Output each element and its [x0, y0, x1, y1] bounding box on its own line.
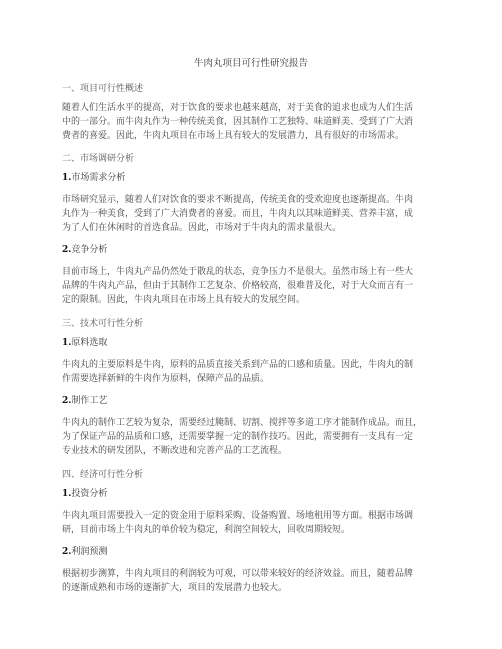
subheading-investment — [62, 488, 442, 500]
subheading-number: 1. — [62, 338, 72, 348]
text-line: 市场研究显示，随着人们对饮食的要求不断提高，传统美食的受欢迎度也逐渐提高。牛肉 — [62, 195, 414, 205]
subheading-process — [62, 395, 442, 407]
subheading-text: 投资分析 — [71, 489, 108, 499]
paragraph-process — [62, 416, 442, 458]
text-line: 研，目前市场上牛肉丸的单价较为稳定，利润空间较大，回收周期较短。 — [62, 525, 351, 535]
subheading-number: 1. — [62, 489, 72, 499]
subheading-text: 市场需求分析 — [71, 173, 126, 183]
subheading-text: 制作工艺 — [71, 396, 108, 406]
subheading-text: 竞争分析 — [71, 245, 108, 255]
section-heading-technical: 三、技术可行性分析 — [62, 319, 144, 329]
section-heading-market: 二、市场调研分析 — [62, 154, 135, 164]
text-line: 中的一部分。而牛肉丸作为一种传统美食，因其制作工艺独特、味道鲜美、受到了广大消 — [62, 117, 414, 127]
document-title: 牛肉丸项目可行性研究报告 — [193, 58, 308, 69]
paragraph-demand — [62, 193, 442, 235]
subheading-number: 2. — [62, 547, 72, 557]
paragraph-overview — [62, 101, 442, 143]
subheading-number: 1. — [62, 173, 72, 183]
text-line: 专业技术的研发团队，不断改进和完善产品的工艺流程。 — [62, 446, 288, 456]
section-heading-overview: 一、项目可行性概述 — [62, 84, 144, 94]
section-heading-economic: 四、经济可行性分析 — [62, 470, 144, 480]
subheading-number: 2. — [62, 396, 72, 406]
text-line: 的逐渐成熟和市场的逐渐扩大，项目的发展潜力也较大。 — [62, 583, 288, 593]
subheading-number: 2. — [62, 245, 72, 255]
text-line: 品牌的牛肉丸产品，但由于其制作工艺复杂、价格较高，很难普及化，对于大众而言有一 — [62, 281, 414, 291]
paragraph-profit — [62, 567, 442, 595]
paragraph-competition — [62, 265, 442, 307]
paragraph-materials — [62, 358, 442, 386]
text-line: 目前市场上，牛肉丸产品仍然处于散乱的状态，竞争压力不是很大。虽然市场上有一些大 — [62, 267, 414, 277]
subheading-text: 原料选取 — [71, 338, 108, 348]
text-line: 作需要选择新鲜的牛肉作为原料，保障产品的品质。 — [62, 374, 270, 384]
text-line: 牛肉丸的制作工艺较为复杂，需要经过腌制、切割、搅拌等多道工序才能制作成品。而且， — [62, 418, 423, 428]
text-line: 为了人们在休闲时的首选食品。因此，市场对于牛肉丸的需求量很大。 — [62, 223, 342, 233]
subheading-text: 利润预测 — [71, 547, 108, 557]
text-line: 随着人们生活水平的提高，对于饮食的要求也越来越高，对于美食的追求也成为人们生活 — [62, 103, 414, 113]
text-line: 牛肉丸的主要原料是牛肉，原料的品质直接关系到产品的口感和质量。因此，牛肉丸的制 — [62, 360, 414, 370]
text-line: 为了保证产品的品质和口感，还需要掌握一定的制作技巧。因此，需要拥有一支具有一定 — [62, 432, 414, 442]
text-line: 根据初步测算，牛肉丸项目的利润较为可观，可以带来较好的经济效益。而且，随着品牌 — [62, 569, 414, 579]
subheading-profit — [62, 546, 442, 558]
paragraph-investment — [62, 509, 442, 537]
text-line: 丸作为一种美食，受到了广大消费者的喜爱。而且，牛肉丸以其味道鲜美、营养丰富，成 — [62, 209, 414, 219]
text-line: 定的限制。因此，牛肉丸项目在市场上具有较大的发展空间。 — [62, 295, 306, 305]
text-line: 费者的喜爱。因此，牛肉丸项目在市场上具有较大的发展潜力，具有很好的市场需求。 — [62, 131, 405, 141]
subheading-materials — [62, 337, 442, 349]
subheading-demand — [62, 172, 442, 184]
subheading-competition — [62, 244, 442, 256]
text-line: 牛肉丸项目需要投入一定的资金用于原料采购、设备购置、场地租用等方面。根据市场调 — [62, 511, 414, 521]
